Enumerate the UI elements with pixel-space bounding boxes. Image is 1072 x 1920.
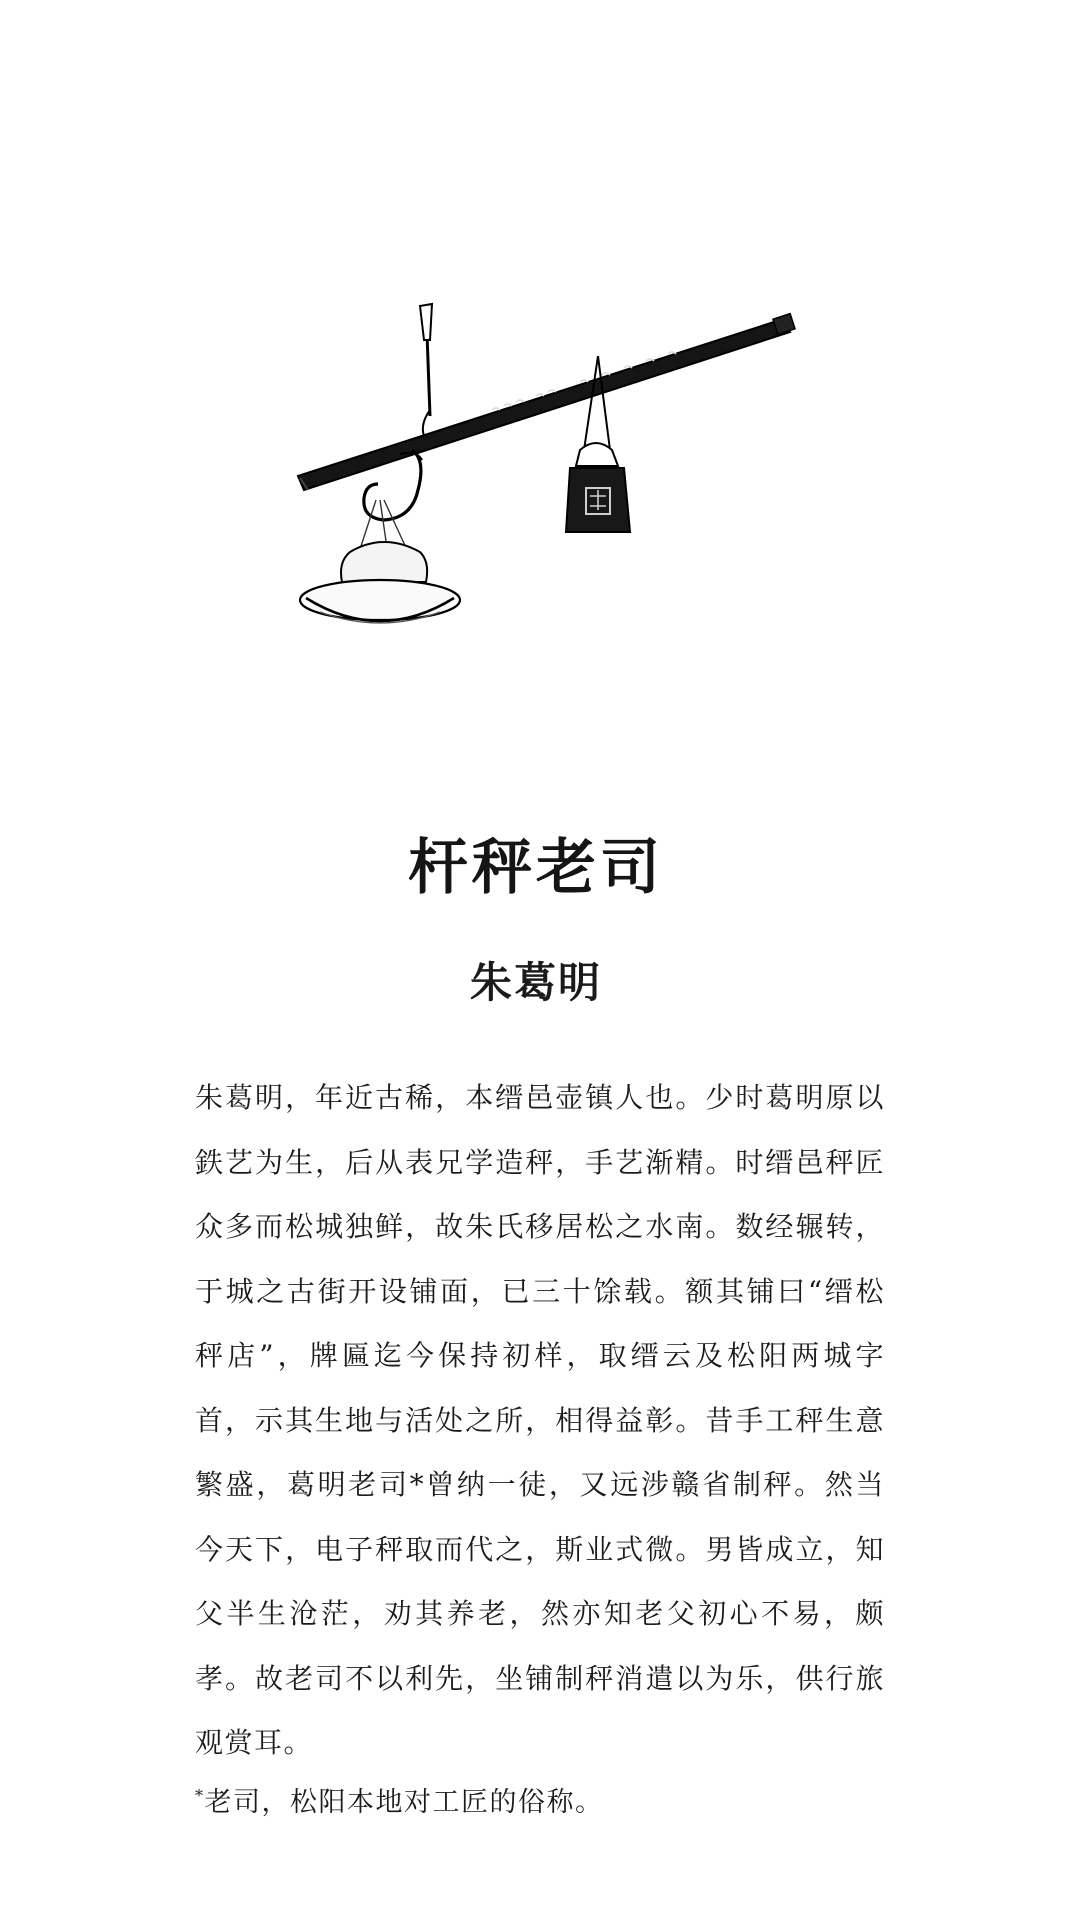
author-name: 朱葛明 [469, 958, 602, 1007]
steelyard-beam [298, 314, 795, 490]
steelyard-illustration [280, 300, 820, 680]
lifting-cord [420, 304, 432, 436]
page-title: 杆秤老司 [408, 833, 664, 903]
footnote [195, 1780, 885, 1819]
footnote-marker: * [195, 1786, 205, 1805]
body-paragraph: 朱葛明，年近古稀，本缙邑壶镇人也。少时葛明原以鉄艺为生，后从表兄学造秤，手艺渐精。时缙邑秤匠众多而松城独鲜，故朱氏移居松之水南。数经辗转，于城之古街开设铺面，已三十馀载。额其铺曰“缙松秤店”，牌匾迄今保持初样，取缙云及松阳两城字首，示其生地与活处之所，相得益彰。昔手工秤生意繁盛，葛明老司*曾纳一徒，又远涉赣省制秤。然当今天下，电子秤取而代之，斯业式微。男皆成立，知父半生沧茫，劝其养老，然亦知老父初心不易，颇孝。故老司不以利先，坐铺制秤消遣以为乐，供行旅观赏耳。 [195, 1081, 885, 1759]
footnote-text: 老司，松阳本地对工匠的俗称。 [204, 1787, 604, 1818]
